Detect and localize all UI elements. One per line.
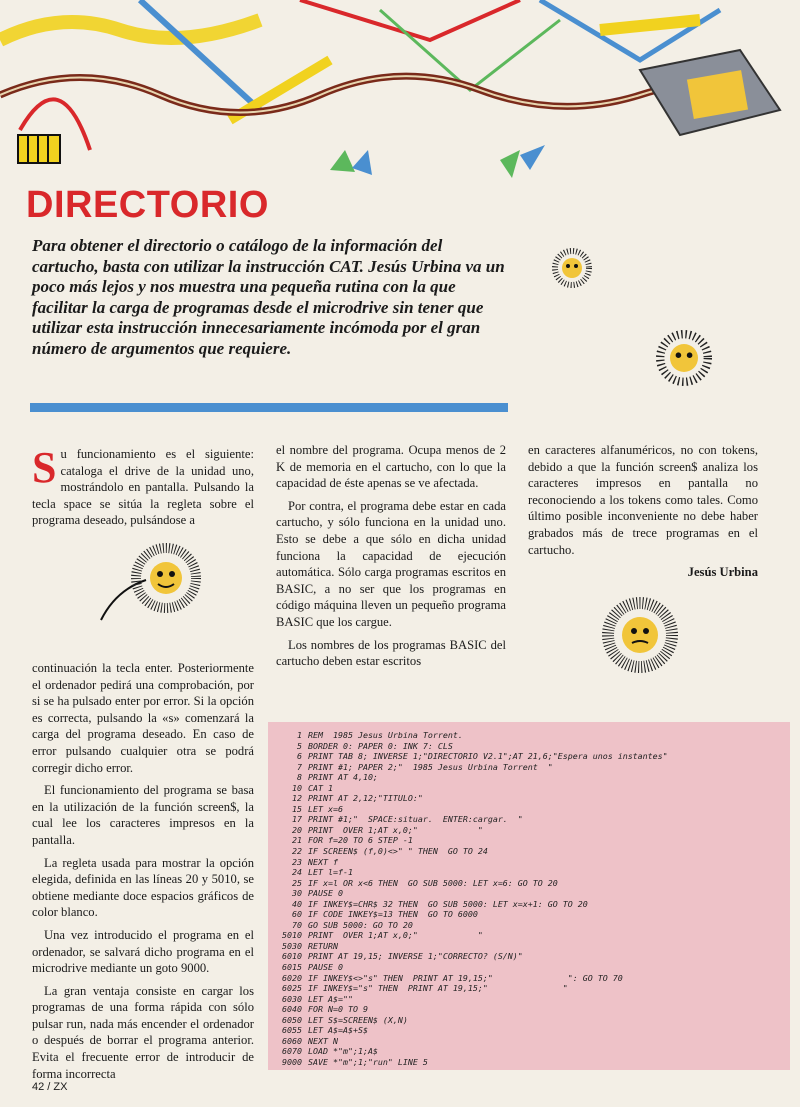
line-number: 6040 [282,1004,302,1015]
paragraph: u funcionamiento es el siguiente: cataloga el drive de la unidad uno, mostrándolo en pantalla. Pulsando la tecla space se sitúa la regleta sobre el programa deseado, pulsándose a [32,447,254,528]
body-column-3 [528,442,758,581]
line-code: IF x=l OR x<6 THEN GO SUB 5000: LET x=6: GO TO 20 [308,877,558,888]
line-code: PRINT TAB 8; INVERSE 1;"DIRECTORIO V2.1";AT 21,6;"Espera unos instantes" [308,751,668,762]
listing-line [272,930,790,941]
listing-line [272,878,790,889]
line-number: 30 [292,888,302,899]
line-code: NEXT f [308,856,338,867]
line-code: PRINT AT 19,15; INVERSE 1;"CORRECTO? (S/N)" [308,951,523,962]
line-code: PRINT AT 2,12;"TITULO:" [308,793,423,804]
fuzzy-critter-icon [552,248,592,288]
line-number: 21 [292,835,302,846]
paragraph: La gran ventaja consiste en cargar los programas de una forma rápida con sólo pulsar run, nada más encender el ordenador o después de borrar el programa anterior. Evita el frecuente error de introducir de forma incorrecta [32,983,254,1081]
line-number: 8 [297,772,302,783]
line-number: 6025 [282,983,302,994]
line-number: 6050 [282,1014,302,1025]
line-code: PRINT #1;" SPACE:situar. ENTER:cargar. " [308,814,523,825]
body-column-1-bottom [32,660,254,1088]
listing-line [272,1015,790,1026]
listing-line [272,909,790,920]
article-title: DIRECTORIO [26,184,269,226]
listing-line [272,1025,790,1036]
paragraph: El funcionamiento del programa se basa en la utilización de la función screen$, la cual lee los caracteres impresos en la pantalla. [32,783,254,847]
line-code: LET S$=SCREEN$ (X,N) [308,1014,408,1025]
line-code: RETURN [308,940,338,951]
listing-line [272,994,790,1005]
line-code: IF SCREEN$ (f,0)<>" " THEN GO TO 24 [308,846,488,857]
listing-line [272,825,790,836]
line-number: 25 [292,877,302,888]
paragraph: Una vez introducido el programa en el ordenador, se salvará dicho programa en el microdrive mediante un goto 9000. [32,927,254,976]
line-number: 7 [297,761,302,772]
line-number: 12 [292,793,302,804]
listing-line [272,772,790,783]
brush-scribbles [0,0,720,150]
header-illustration [0,0,800,190]
paragraph: La regleta usada para mostrar la opción elegida, definida en las líneas 20 y 5010, se obtiene mediante doce espacios gráficos de color blanco. [32,855,254,920]
line-number: 6070 [282,1046,302,1057]
line-code: LOAD *"m";1;A$ [308,1046,378,1057]
line-code: PAUSE 0 [308,888,343,899]
line-code: LET A$=A$+S$ [308,1025,368,1036]
triangle-shapes [330,150,355,172]
drop-cap: S [32,443,57,492]
line-code: IF INKEY$<>"s" THEN PRINT AT 19,15;" ": GO TO 70 [308,972,623,983]
line-number: 6030 [282,993,302,1004]
listing-line [272,888,790,899]
line-number: 6060 [282,1035,302,1046]
line-number: 17 [292,814,302,825]
listing-line [272,730,790,741]
listing-line [272,804,790,815]
listing-line [272,751,790,762]
line-number: 40 [292,898,302,909]
line-code: PRINT OVER 1;AT x,0;" " [308,930,483,941]
line-code: IF INKEY$=CHR$ 32 THEN GO SUB 5000: LET x=x+1: GO TO 20 [308,898,588,909]
fuzzy-critter-icon [656,330,712,386]
listing-line [272,835,790,846]
line-number: 15 [292,803,302,814]
listing-line [272,941,790,952]
article-lead: Para obtener el directorio o catálogo de la información del cartucho, basta con utilizar la instrucción CAT. Jesús Urbina va un poco más lejos y nos muestra una pequeña rutina con la que facilitar la carga de programas desde el microdrive sin tener que utilizar esta instrucción innecesariamente incómoda por el gran número de argumentos que requiere. [32,236,505,358]
blue-divider [30,403,508,412]
microdrive-cable [0,76,704,112]
listing-line [272,962,790,973]
line-code: REM 1985 Jesus Urbina Torrent. [308,730,463,740]
listing-line [272,899,790,910]
line-code: PRINT AT 4,10; [308,772,378,783]
microdrive-cartridge-icon [640,50,780,135]
line-number: 6010 [282,951,302,962]
listing-line [272,741,790,752]
listing-line [272,762,790,773]
line-code: LET x=6 [308,803,343,814]
fuzzy-critter-icon [600,595,680,675]
listing-line [272,783,790,794]
line-code: PAUSE 0 [308,962,343,973]
fuzzy-critter-icon [96,540,206,630]
listing-code [268,722,790,1068]
listing-line [272,1057,790,1068]
paragraph: Los nombres de los programas BASIC del cartucho deben estar escritos [276,637,506,669]
line-number: 5 [297,740,302,751]
line-code: FOR N=0 TO 9 [308,1004,368,1015]
line-number: 6055 [282,1025,302,1036]
listing-line [272,973,790,984]
line-code: FOR f=20 TO 6 STEP -1 [308,835,413,846]
listing-line [272,793,790,804]
listing-line [272,920,790,931]
line-number: 20 [292,824,302,835]
line-number: 6 [297,751,302,762]
line-code: BORDER 0: PAPER 0: INK 7: CLS [308,740,453,751]
line-number: 6015 [282,962,302,973]
author-signature: Jesús Urbina [687,565,758,580]
line-code: IF CODE INKEY$=13 THEN GO TO 6000 [308,909,478,920]
line-code: SAVE *"m";1;"run" LINE 5 [308,1056,428,1067]
page-folio: 42 / ZX [32,1081,68,1093]
line-code: LET l=f-1 [308,867,353,878]
line-number: 23 [292,856,302,867]
listing-line [272,1004,790,1015]
line-code: CAT 1 [308,782,333,793]
body-column-2 [276,442,506,676]
line-number: 9000 [282,1056,302,1067]
connector-icon [18,135,60,163]
line-number: 6020 [282,972,302,983]
line-code: GO SUB 5000: GO TO 20 [308,919,413,930]
paragraph: Por contra, el programa debe estar en cada cartucho, y sólo funciona en la unidad uno. Esto se debe a que sólo en dicha unidad funciona la capacidad de ejecución automática. Sólo carga programas escritos en BASIC, a no ser que los programas en código máquina lleven un pequeño programa BASIC que los cargue. [276,498,506,629]
line-number: 1 [297,730,302,740]
line-code: IF INKEY$="s" THEN PRINT AT 19,15;" " [308,983,568,994]
paragraph: en caracteres alfanuméricos, no con tokens, debido a que la función screen$ analiza los caracteres impresos en pantalla no reconociendo a los tokens como tales. Como último posible inconveniente no debe haber grabados más de trece programas en el cartucho. [528,443,758,557]
line-number: 60 [292,909,302,920]
line-number: 70 [292,919,302,930]
listing-line [272,814,790,825]
line-code: PRINT #1; PAPER 2;" 1985 Jesus Urbina Torrent " [308,761,553,772]
listing-line [272,983,790,994]
listing-line [272,1036,790,1047]
paragraph: el nombre del programa. Ocupa menos de 2 K de memoria en el cartucho, con lo que la capacidad de éste apenas se ve afectada. [276,443,506,491]
line-number: 24 [292,867,302,878]
listing-line [272,1046,790,1057]
program-listing [268,722,790,1070]
listing-line [272,857,790,868]
line-code: NEXT N [308,1035,338,1046]
line-code: PRINT OVER 1;AT x,0;" " [308,824,483,835]
line-number: 10 [292,782,302,793]
paragraph: continuación la tecla enter. Posteriormente el ordenador pedirá una comprobación, por si se ha pulsado enter por error. Si la opción es correcta, pulsando la «s» comenzará la carga del programa deseado. En caso de error pulsando cualquier otra se podrá corregir dicho error. [32,661,254,775]
line-number: 5030 [282,940,302,951]
line-number: 22 [292,846,302,857]
listing-line [272,867,790,878]
line-code: LET A$="" [308,993,353,1004]
body-column-1-top [32,443,254,535]
listing-line [272,951,790,962]
listing-line [272,846,790,857]
line-number: 5010 [282,930,302,941]
